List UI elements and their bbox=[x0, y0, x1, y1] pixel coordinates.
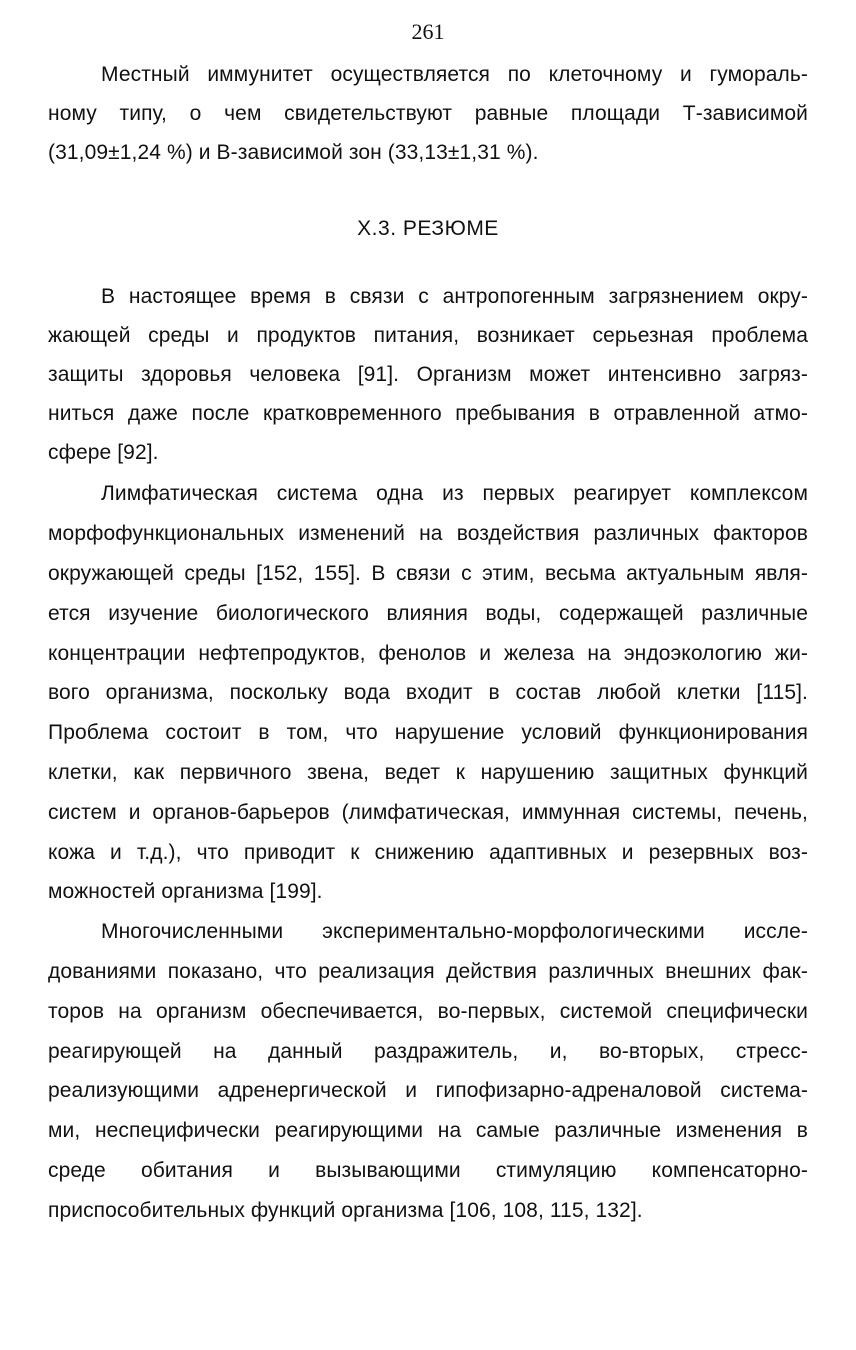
paragraph1-line-4: ниться даже после кратковременного пребывания в отравленной атмо- bbox=[48, 402, 808, 425]
paragraph3-line-1: Многочисленными экспериментально-морфологическими иссле- bbox=[101, 920, 808, 943]
paragraph1-line-2: жающей среды и продуктов питания, возникает серьезная проблема bbox=[48, 324, 808, 347]
paragraph2-line-2: морфофункциональных изменений на воздействия различных факторов bbox=[48, 522, 808, 545]
paragraph1-line-1: В настоящее время в связи с антропогенным загрязнением окру- bbox=[101, 285, 808, 308]
intro-line-2: ному типу, о чем свидетельствуют равные площади Т-зависимой bbox=[48, 102, 808, 125]
paragraph3-line-5: реализующими адренергической и гипофизарно-адреналовой система- bbox=[48, 1079, 808, 1102]
paragraph2-line-7: Проблема состоит в том, что нарушение условий функционирования bbox=[48, 721, 808, 744]
paragraph2-line-5: концентрации нефтепродуктов, фенолов и железа на эндоэкологию жи- bbox=[48, 642, 808, 665]
paragraph2-line-6: вого организма, поскольку вода входит в состав любой клетки [115]. bbox=[48, 681, 808, 704]
paragraph3-line-3: торов на организм обеспечивается, во-первых, системой специфически bbox=[48, 1000, 808, 1023]
paragraph3-line-4: реагирующей на данный раздражитель, и, во-вторых, стресс- bbox=[48, 1040, 808, 1063]
paragraph2-line-3: окружающей среды [152, 155]. В связи с этим, весьма актуальным явля- bbox=[48, 562, 808, 585]
paragraph3-line-6: ми, неспецифически реагирующими на самые различные изменения в bbox=[48, 1119, 808, 1142]
intro-line-1: Местный иммунитет осуществляется по клеточному и гумораль- bbox=[101, 63, 808, 86]
paragraph2-line-1: Лимфатическая система одна из первых реагирует комплексом bbox=[101, 482, 808, 505]
paragraph2-line-9: систем и органов-барьеров (лимфатическая, иммунная системы, печень, bbox=[48, 801, 808, 824]
paragraph1-line-3: защиты здоровья человека [91]. Организм может интенсивно загряз- bbox=[48, 363, 808, 386]
paragraph2-line-11: можностей организма [199]. bbox=[48, 880, 323, 903]
paragraph3-line-8: приспособительных функций организма [106, 108, 115, 132]. bbox=[48, 1199, 643, 1222]
paragraph3-line-7: среде обитания и вызывающими стимуляцию компенсаторно- bbox=[48, 1159, 808, 1182]
paragraph2-line-4: ется изучение биологического влияния воды, содержащей различные bbox=[48, 602, 808, 625]
page-number: 261 bbox=[411, 19, 445, 44]
section-heading: X.3. РЕЗЮМЕ bbox=[357, 217, 499, 240]
paragraph2-line-10: кожа и т.д.), что приводит к снижению адаптивных и резервных воз- bbox=[48, 841, 808, 864]
paragraph2-line-8: клетки, как первичного звена, ведет к нарушению защитных функций bbox=[48, 761, 808, 784]
paragraph1-line-5: сфере [92]. bbox=[48, 441, 159, 464]
intro-line-3: (31,09±1,24 %) и В-зависимой зон (33,13±1,31 %). bbox=[48, 141, 539, 164]
paragraph3-line-2: дованиями показано, что реализация действия различных внешних фак- bbox=[48, 960, 808, 983]
